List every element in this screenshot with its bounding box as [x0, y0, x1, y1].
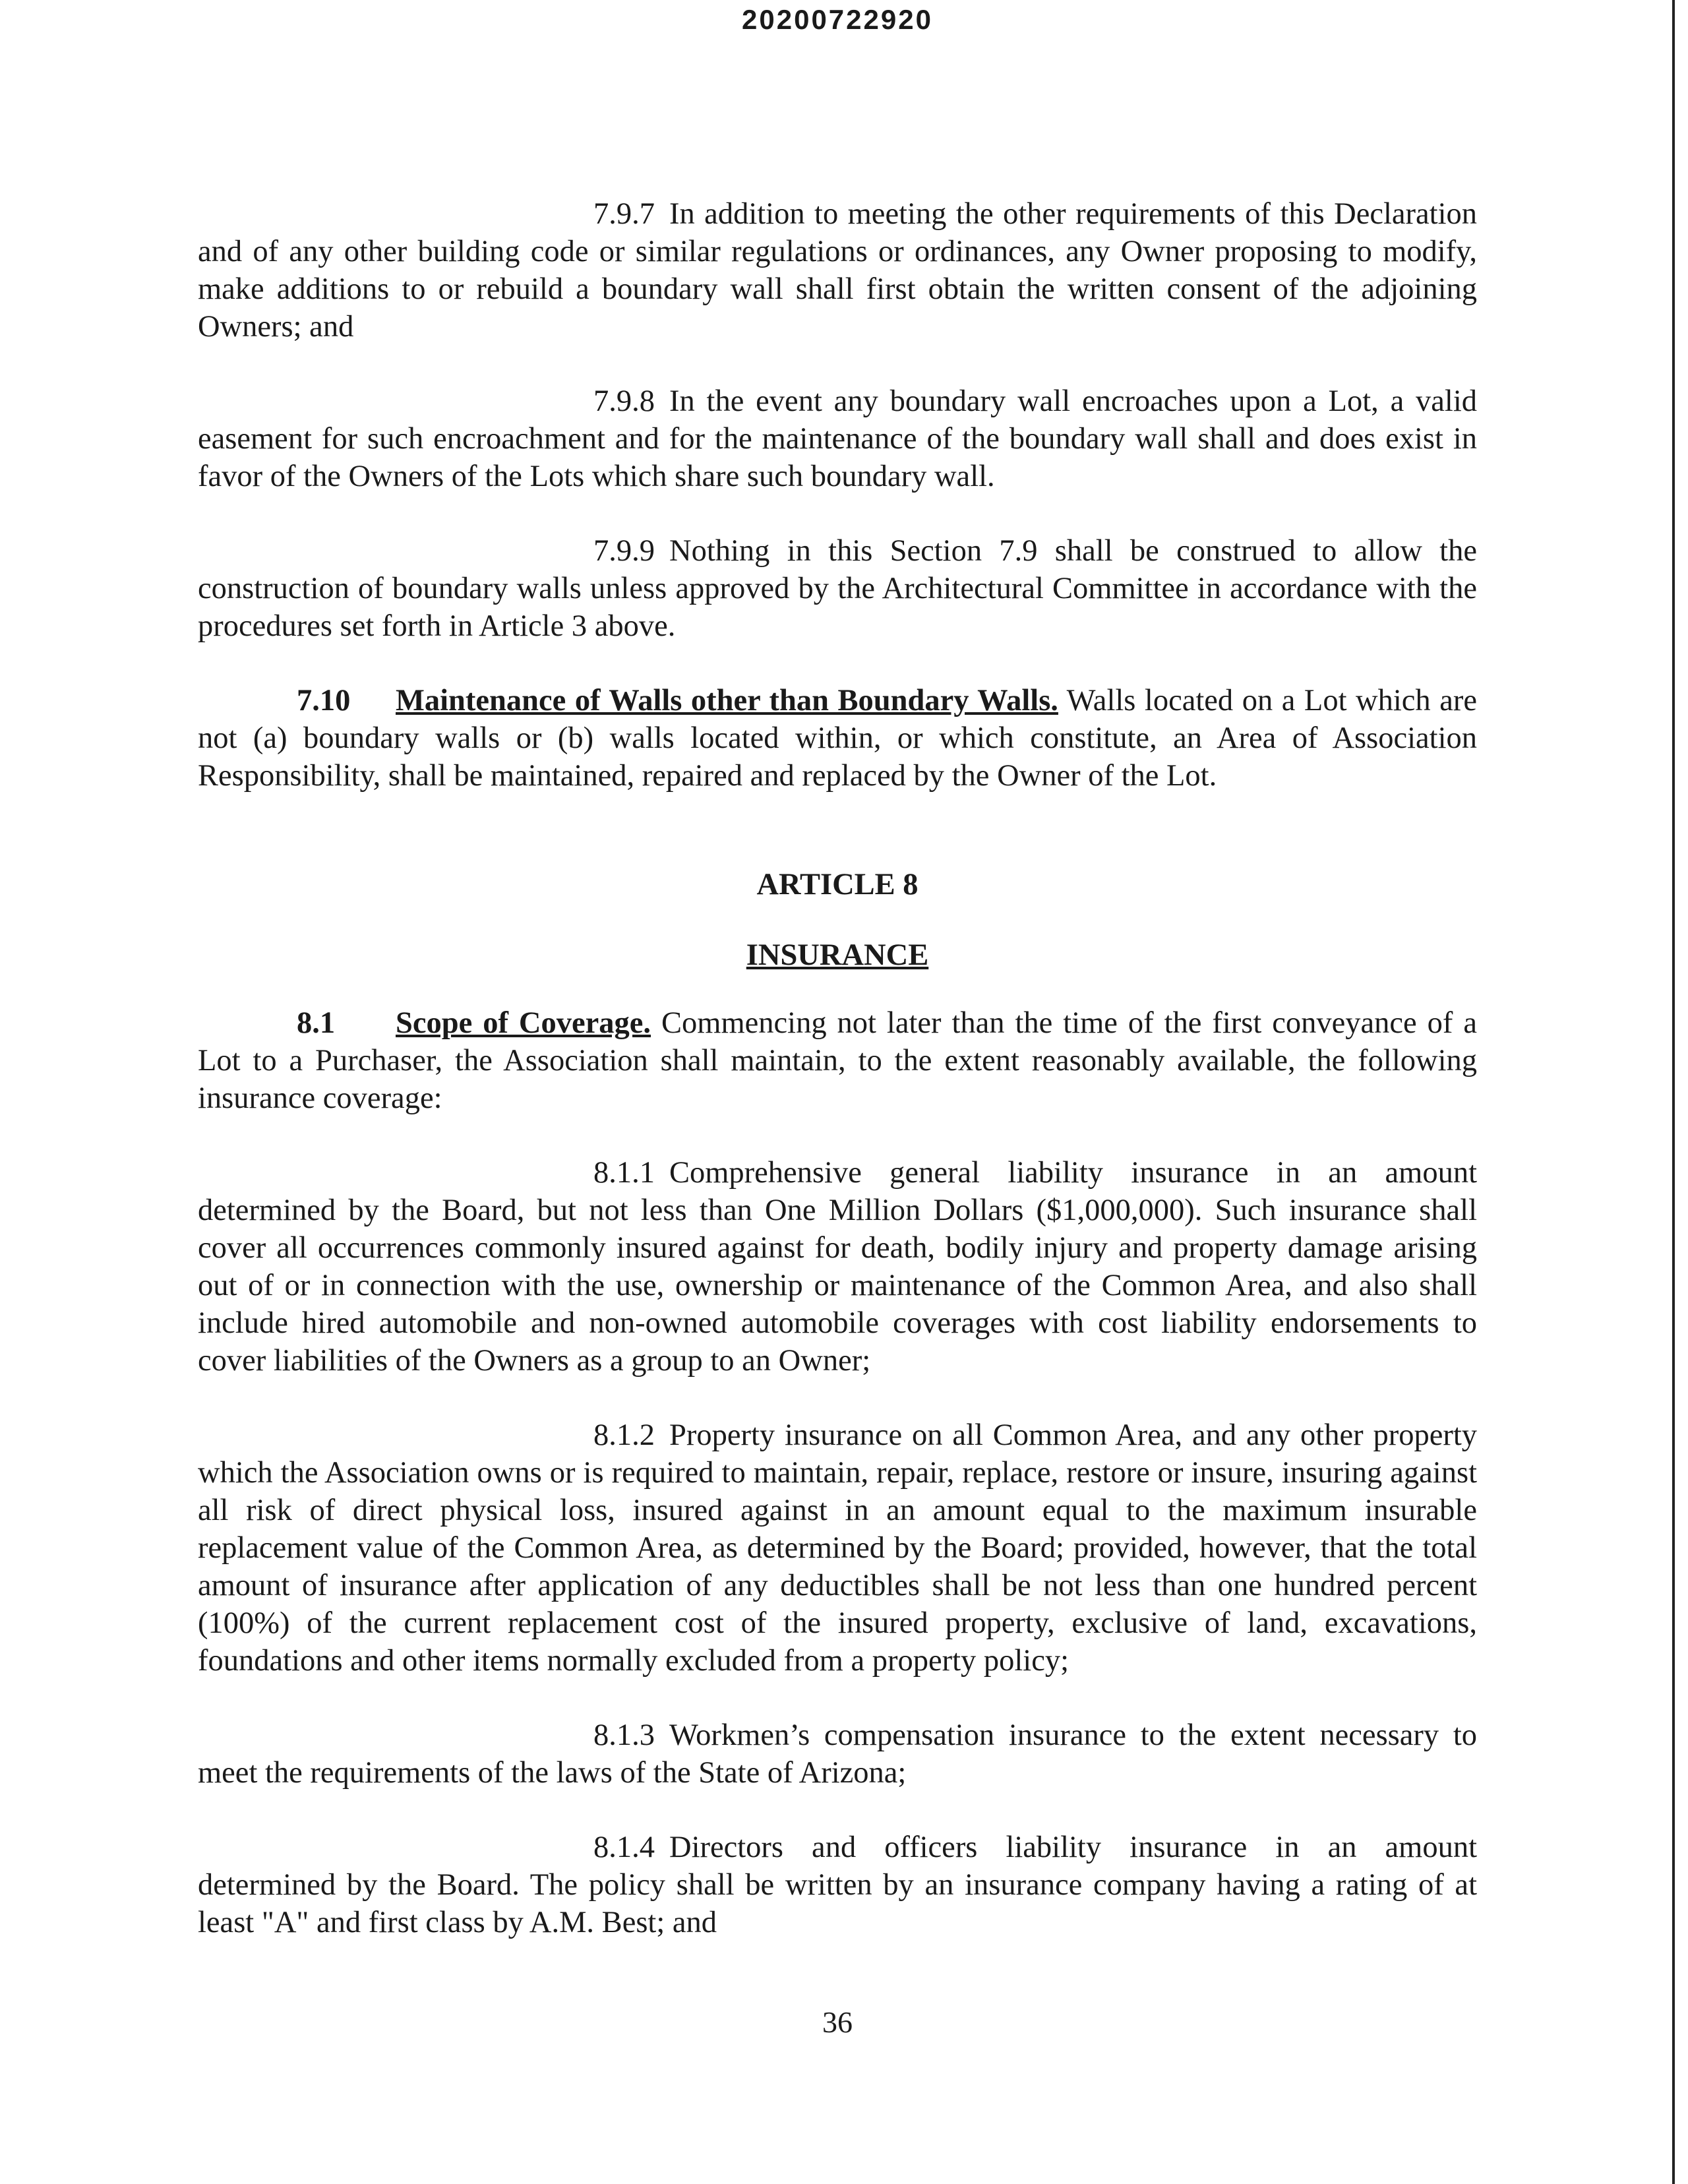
paragraph-text: Directors and officers liability insurance in an amount determined by the Board. The policy shall be written by an insurance company having a rating of at least "A" and first class by A.M. Best; and	[198, 1831, 1477, 1939]
paragraph-7-9-7	[198, 195, 1477, 346]
section-number: 7.10	[297, 684, 351, 717]
section-8-1	[198, 1004, 1477, 1117]
section-number: 8.1	[297, 1006, 336, 1040]
recording-number: 20200722920	[742, 4, 933, 35]
paragraph-8-1-1	[198, 1154, 1477, 1380]
article-title: ARTICLE 8	[756, 868, 919, 901]
article-subtitle: INSURANCE	[746, 938, 929, 972]
paragraph-number: 7.9.8	[593, 384, 655, 418]
paragraph-7-9-8	[198, 382, 1477, 495]
paragraph-number: 8.1.3	[593, 1718, 655, 1752]
paragraph-number: 8.1.1	[593, 1156, 655, 1190]
document-body	[198, 195, 1477, 1978]
section-text: Walls located on a Lot which are not (a) boundary walls or (b) walls located within, or which constitute, an Area of Association Responsibility, shall be maintained, repaired and replaced by the Owner of the Lot.	[198, 684, 1477, 793]
page-edge-rule	[1672, 0, 1675, 2184]
paragraph-text: Workmen’s compensation insurance to the extent necessary to meet the requirements of the laws of the State of Arizona;	[198, 1718, 1477, 1790]
paragraph-text: Nothing in this Section 7.9 shall be construed to allow the construction of boundary walls unless approved by the Architectural Committee in accordance with the procedures set forth in Article 3 above.	[198, 534, 1477, 643]
section-text: Commencing not later than the time of the first conveyance of a Lot to a Purchaser, the Association shall maintain, to the extent reasonably available, the following insurance coverage:	[198, 1006, 1477, 1115]
section-heading: Maintenance of Walls other than Boundary Walls.	[396, 684, 1058, 717]
paragraph-8-1-4	[198, 1829, 1477, 1941]
paragraph-text: In the event any boundary wall encroaches upon a Lot, a valid easement for such encroachment and for the maintenance of the boundary wall shall and does exist in favor of the Owners of the Lots which share such boundary wall.	[198, 384, 1477, 493]
paragraph-number: 8.1.2	[593, 1418, 655, 1452]
paragraph-number: 7.9.7	[593, 197, 655, 231]
paragraph-7-9-9	[198, 532, 1477, 645]
paragraph-text: In addition to meeting the other requirements of this Declaration and of any other building code or similar regulations or ordinances, any Owner proposing to modify, make additions to or rebuild a boundary wall shall first obtain the written consent of the adjoining Owners; and	[198, 197, 1477, 344]
paragraph-number: 7.9.9	[593, 534, 655, 568]
page-number: 36	[822, 2005, 853, 2039]
paragraph-text: Property insurance on all Common Area, and any other property which the Association owns or is required to maintain, repair, replace, restore or insure, insuring against all risk of direct physical loss, insured against in an amount equal to the maximum insurable replacement value of the Common Area, as determined by the Board; provided, however, that the total amount of insurance after application of any deductibles shall be not less than one hundred percent (100%) of the current replacement cost of the insured property, exclusive of land, excavations, foundations and other items normally excluded from a property policy;	[198, 1418, 1477, 1678]
paragraph-8-1-3	[198, 1716, 1477, 1792]
section-7-10	[198, 682, 1477, 795]
paragraph-text: Comprehensive general liability insurance in an amount determined by the Board, but not less than One Million Dollars ($1,000,000). Such insurance shall cover all occurrences commonly insured against for death, bodily injury and property damage arising out of or in connection with the use, ownership or maintenance of the Common Area, and also shall include hired automobile and non-owned automobile coverages with cost liability endorsements to cover liabilities of the Owners as a group to an Owner;	[198, 1156, 1477, 1378]
paragraph-8-1-2	[198, 1416, 1477, 1680]
paragraph-number: 8.1.4	[593, 1831, 655, 1864]
section-heading: Scope of Coverage.	[396, 1006, 651, 1040]
